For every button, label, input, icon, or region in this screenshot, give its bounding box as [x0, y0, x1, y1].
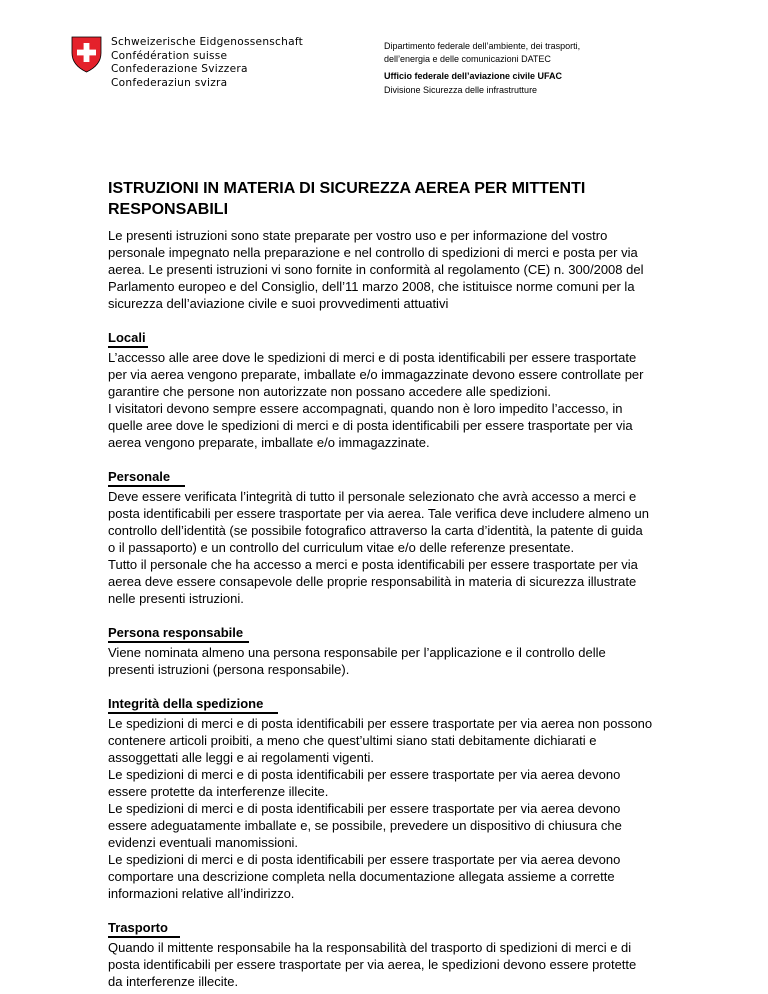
- section-paragraph: Le spedizioni di merci e di posta identificabili per essere trasportate per via aerea devono essere protette da interferenze illecite.: [108, 767, 621, 799]
- section-integrita-spedizione: [108, 695, 653, 902]
- federation-name-rm: Confederaziun svizra: [111, 76, 228, 89]
- section-persona-responsabile: [108, 624, 653, 678]
- section-paragraph: L’accesso alle aree dove le spedizioni di merci e di posta identificabili per essere trasportate per via aerea vengono preparate, imballate e/o immagazzinate devono essere controllate per garantire che persone non autorizzate non possano accedere alle spedizioni.: [108, 350, 644, 399]
- department-block: [384, 40, 580, 97]
- division-name: Divisione Sicurezza delle infrastrutture: [384, 84, 538, 95]
- intro-paragraph: Le presenti istruzioni sono state preparate per vostro uso e per informazione del vostro personale impegnato nella preparazione e nel controllo di spedizioni di merci e posta per via aerea. Le presenti istruzioni vi sono fornite in conformità al regolamento (CE) n. 300/2008 del Parlamento europeo e del Consiglio, dell’11 marzo 2008, che istituisce norme comuni per la sicurezza dell’aviazione civile e suoi provvedimenti attuativi: [108, 228, 644, 311]
- federation-name-it: Confederazione Svizzera: [111, 63, 248, 76]
- section-personale: [108, 468, 653, 607]
- document-title: ISTRUZIONI IN MATERIA DI SICUREZZA AEREA PER MITTENTI RESPONSABILI: [108, 180, 586, 218]
- department-line-1: Dipartimento federale dell’ambiente, dei trasporti,: [384, 41, 581, 51]
- section-paragraph: Quando il mittente responsabile ha la responsabilità del trasporto di spedizioni di merci e di posta identificabili per essere trasportate per via aerea, le spedizioni devono essere protette da interferenze illecite.: [108, 940, 637, 989]
- federation-name-fr: Confédération suisse: [111, 49, 228, 62]
- section-paragraph: Le spedizioni di merci e di posta identificabili per essere trasportate per via aerea devono comportare una descrizione completa nella documentazione allegata assieme a corrette informazioni relative all’indirizzo.: [108, 852, 621, 901]
- section-title: Trasporto: [108, 919, 180, 938]
- section-paragraph: Deve essere verificata l’integrità di tutto il personale selezionato che avrà accesso a merci e posta identificabili per essere trasportate per via aerea. Tale verifica deve includere almeno un controllo dell’identità (se possibile fotografico attraverso la carta d’identità, la patente di guida o il passaporto) e un controllo del curriculum vitae e/o delle referenze presentate.: [108, 489, 650, 555]
- section-title: Personale: [108, 468, 185, 487]
- document-body: [108, 178, 653, 990]
- section-locali: [108, 329, 653, 451]
- department-line-2: dell’energia e delle comunicazioni DATEC: [384, 54, 551, 65]
- section-title: Persona responsabile: [108, 624, 249, 643]
- section-paragraph: Tutto il personale che ha accesso a merci e posta identificabili per essere trasportate per via aerea deve essere consapevole delle proprie responsabilità in materia di sicurezza illustrate nelle presenti istruzioni.: [108, 557, 638, 606]
- section-paragraph: Viene nominata almeno una persona responsabile per l’applicazione e il controllo delle presenti istruzioni (persona responsabile).: [108, 645, 606, 677]
- swiss-coat-of-arms-icon: [71, 36, 102, 73]
- section-paragraph: Le spedizioni di merci e di posta identificabili per essere trasportate per via aerea devono essere adeguatamente imballate e, se possibile, prevedere un dispositivo di chiusura che evidenzi eventuali manomissioni.: [108, 801, 622, 850]
- federation-name-de: Schweizerische Eidgenossenschaft: [111, 36, 304, 48]
- section-paragraph: Le spedizioni di merci e di posta identificabili per essere trasportate per via aerea non possono contenere articoli proibiti, a meno che quest’ultimi siano stati debitamente dichiarati e assoggettati alle leggi e ai regolamenti vigenti.: [108, 716, 653, 765]
- section-paragraph: I visitatori devono sempre essere accompagnati, quando non è loro impedito l’accesso, in quelle aree dove le spedizioni di merci e di posta identificabili per essere trasportate per via aerea vengono preparate, imballate e/o immagazzinate.: [108, 401, 633, 450]
- section-title: Integrità della spedizione: [108, 695, 278, 714]
- federation-names: [111, 36, 303, 90]
- section-trasporto: [108, 919, 653, 990]
- office-name: Ufficio federale dell’aviazione civile UFAC: [384, 71, 563, 82]
- section-title: Locali: [108, 329, 148, 348]
